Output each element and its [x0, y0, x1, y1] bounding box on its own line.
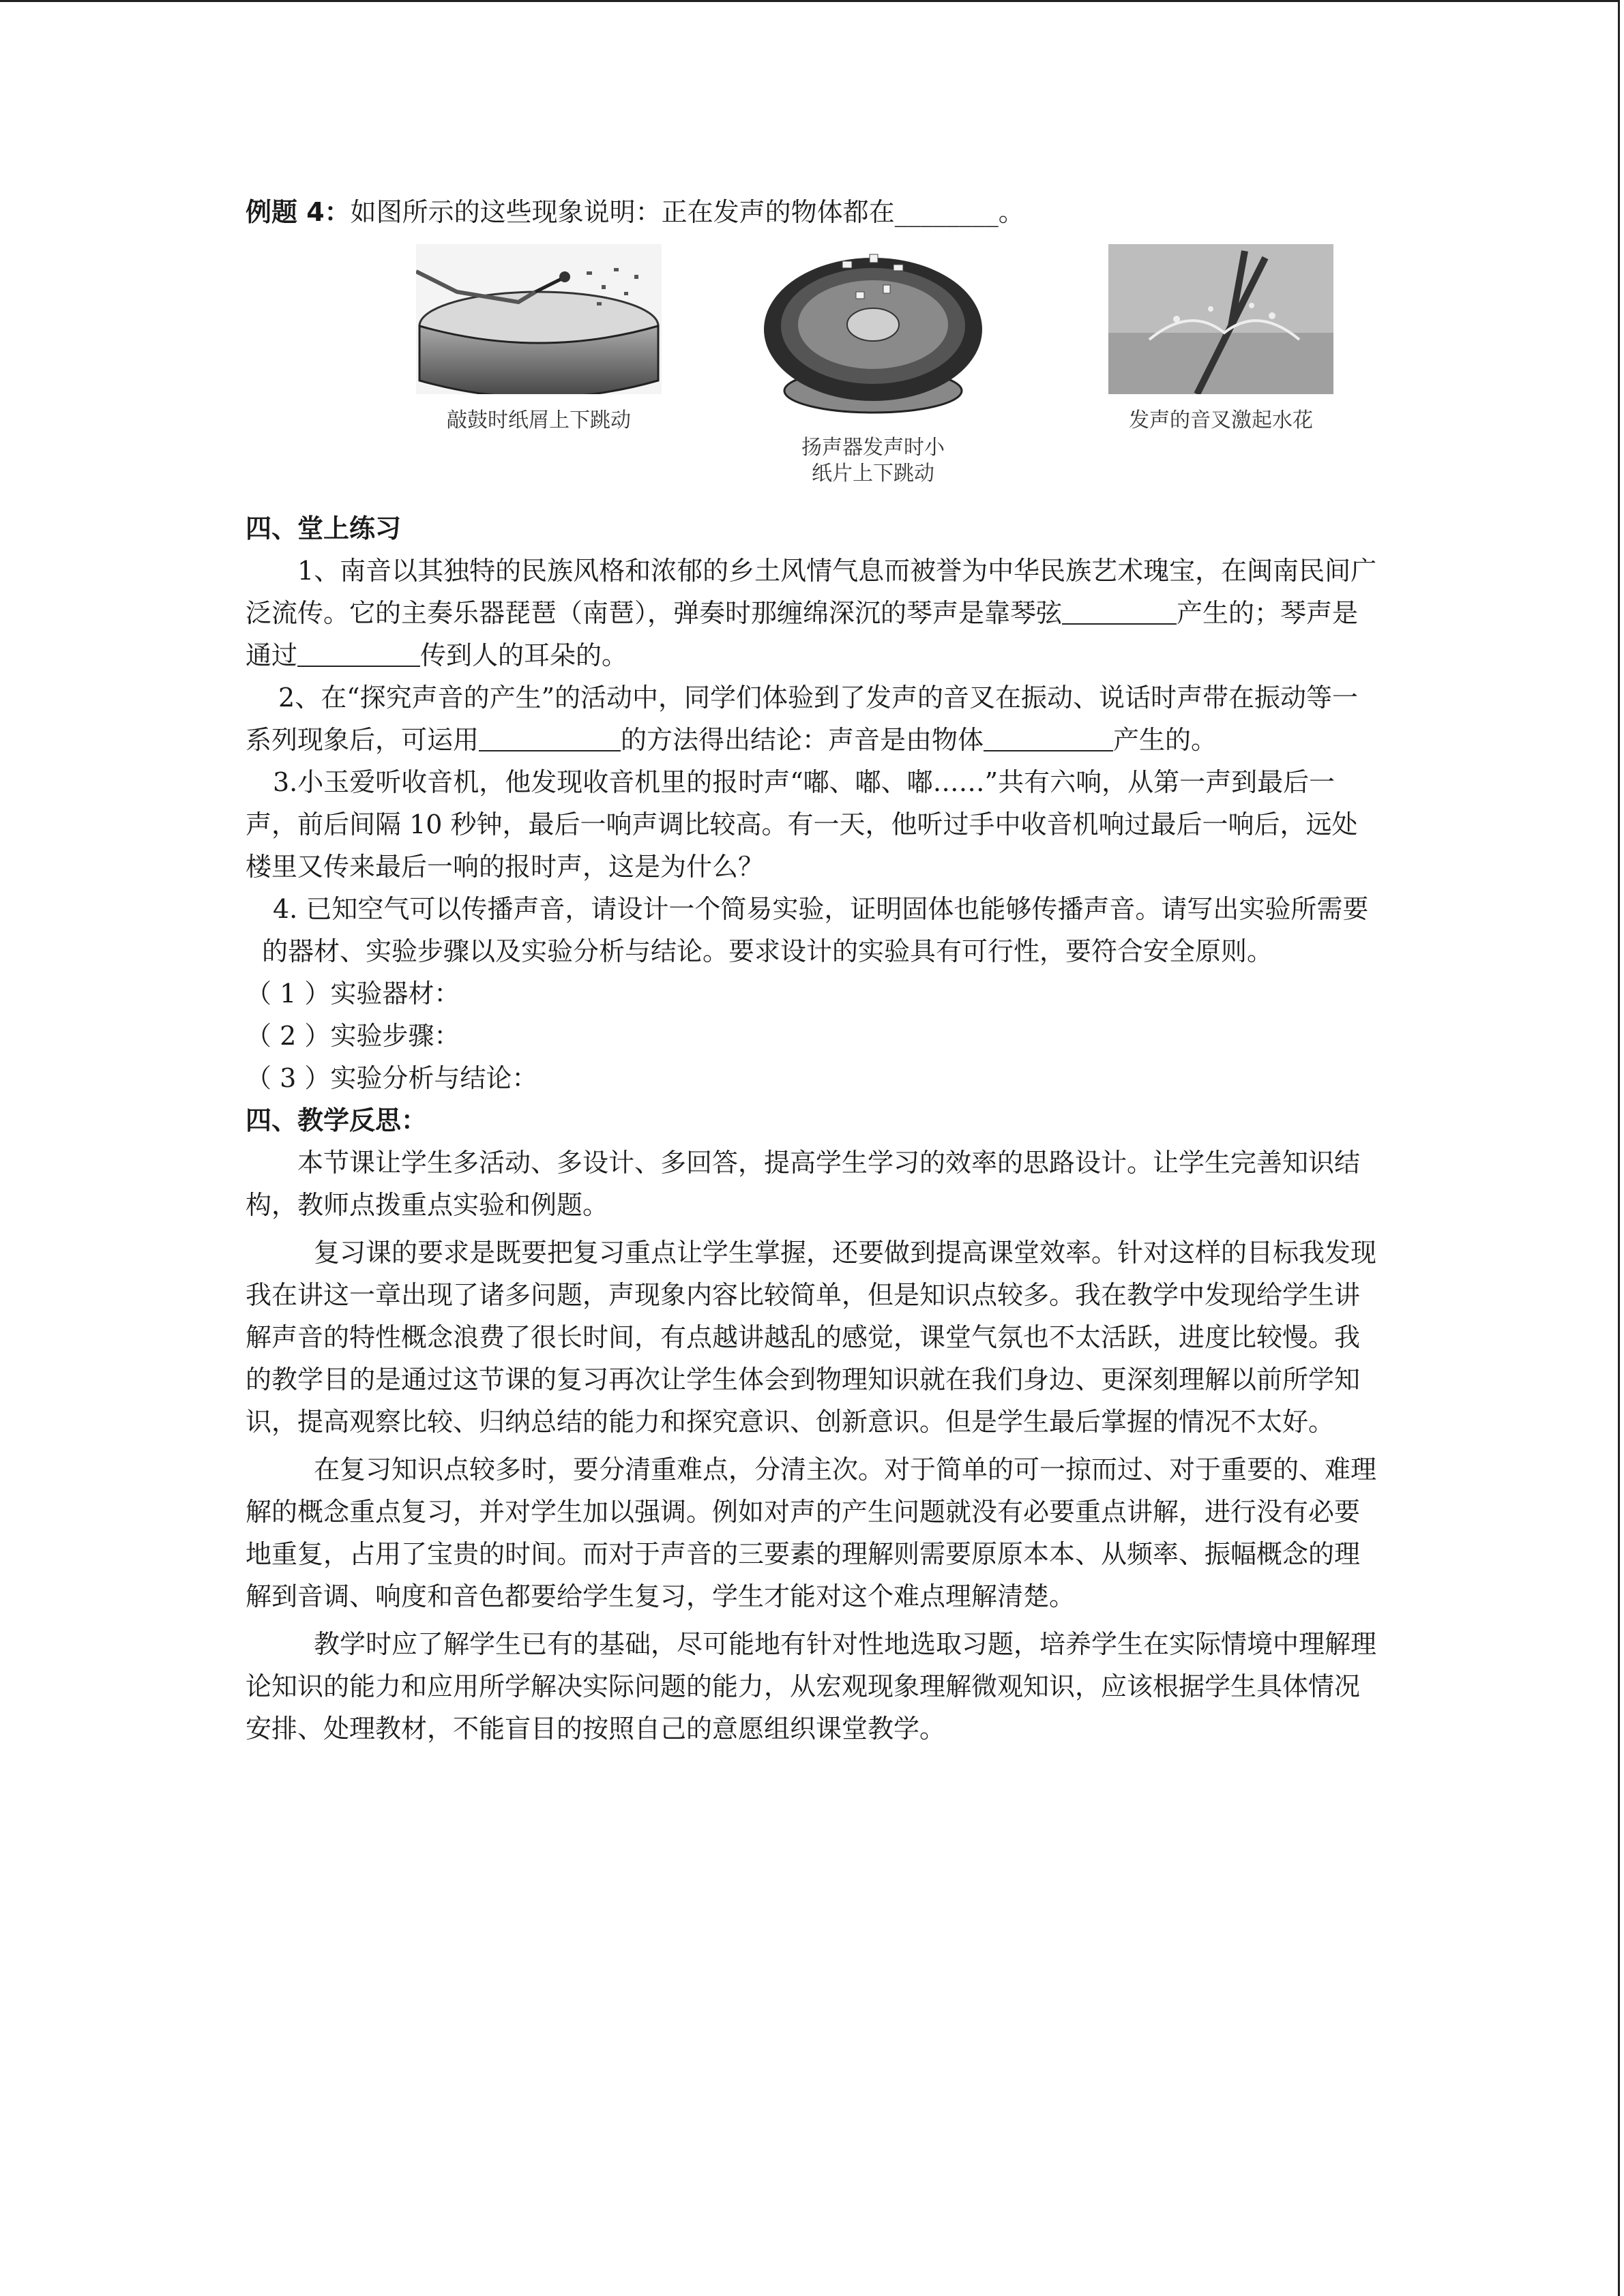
question-4: 4. 已知空气可以传播声音，请设计一个简易实验，证明固体也能够传播声音。请写出实验所需要的器材、实验步骤以及实验分析与结论。要求设计的实验具有可行性，要符合安全原则。: [262, 894, 1369, 966]
example-4: [246, 191, 1378, 233]
speaker-icon: [761, 244, 986, 421]
question-2-part-a: 2、在“探究声音的产生”的活动中，同学们体验到了发声的音叉在振动、说话时声带在振动等一系列现象后，可运用: [246, 683, 1359, 755]
answer-blank-1a[interactable]: [1062, 596, 1177, 625]
question-1-part-b: 产生的；琴声是通过: [246, 598, 1359, 670]
reflection-paragraph-4: 教学时应了解学生已有的基础，尽可能地有针对性地选取习题，培养学生在实际情境中理解理论知识的能力和应用所学解决实际问题的能力，从宏观现象理解微观知识，应该根据学生具体情况安排、处理教材，不能盲目的按照自己的意愿组织课堂教学。: [246, 1629, 1377, 1744]
reflection-heading: 四、教学反思：: [246, 1105, 428, 1135]
tuning-fork-icon: [1108, 244, 1333, 394]
answer-blank-1b[interactable]: [297, 638, 420, 667]
example-end: 。: [998, 197, 1024, 227]
question-1-part-c: 传到人的耳朵的。: [420, 640, 628, 670]
example-label: 例题 4：: [246, 197, 351, 227]
figure-tuning-fork: [1108, 244, 1333, 434]
question-3: 3.小玉爱听收音机，他发现收音机里的报时声“嘟、嘟、嘟……”共有六响，从第一声到最后一声，前后间隔 10 秒钟，最后一响声调比较高。有一天，他听过手中收音机响过最后一响后，远处楼里又传来最后一响的报时声，这是为什么？: [246, 767, 1358, 882]
figure-speaker-caption-line2: 纸片上下跳动: [812, 462, 934, 486]
question-2-part-c: 产生的。: [1113, 725, 1217, 755]
answer-blank-2b[interactable]: [984, 723, 1113, 751]
figure-speaker: [761, 244, 986, 487]
figure-speaker-caption-line1: 扬声器发声时小: [801, 436, 945, 460]
figure-speaker-caption: [761, 435, 986, 487]
figure-drum: [416, 244, 662, 434]
reflection-paragraph-3: 在复习知识点较多时，要分清重难点，分清主次。对于简单的可一掠而过、对于重要的、难理解的概念重点复习，并对学生加以强调。例如对声的产生问题就没有必要重点讲解，进行没有必要地重复，占用了宝贵的时间。而对于声音的三要素的理解则需要原原本本、从频率、振幅概念的理解到音调、响度和音色都要给学生复习，学生才能对这个难点理解清楚。: [246, 1455, 1377, 1611]
question-4-item-2: （ 2 ）实验步骤：: [246, 1021, 460, 1051]
question-2: [246, 676, 1378, 761]
question-4-item-3: （ 3 ）实验分析与结论：: [246, 1063, 538, 1093]
document-body: [246, 191, 1378, 1750]
practice-heading: 四、堂上练习: [246, 513, 402, 543]
figure-drum-caption: 敲鼓时纸屑上下跳动: [447, 408, 631, 432]
reflection-paragraph-2: 复习课的要求是既要把复习重点让学生掌握，还要做到提高课堂效率。针对这样的目标我发现我在讲这一章出现了诸多问题，声现象内容比较简单，但是知识点较多。我在教学中发现给学生讲解声音的特性概念浪费了很长时间，有点越讲越乱的感觉，课堂气氛也不太活跃，进度比较慢。我的教学目的是通过这节课的复习再次让学生体会到物理知识就在我们身边、更深刻理解以前所学知识，提高观察比较、归纳总结的能力和探究意识、创新意识。但是学生最后掌握的情况不太好。: [246, 1238, 1377, 1437]
reflection-paragraph-1: 本节课让学生多活动、多设计、多回答，提高学生学习的效率的思路设计。让学生完善知识结构，教师点拨重点实验和例题。: [246, 1148, 1361, 1220]
answer-blank-2a[interactable]: [479, 723, 621, 751]
question-1-part-a: 1、南音以其独特的民族风格和浓郁的乡土风情气息而被誉为中华民族艺术瑰宝，在闽南民间广泛流传。它的主奏乐器琵琶（南琶），弹奏时那缠绵深沉的琴声是靠琴弦: [246, 556, 1377, 628]
example-text: 如图所示的这些现象说明：正在发声的物体都在: [350, 197, 895, 227]
figure-row: [246, 244, 1378, 503]
drum-icon: [416, 244, 662, 394]
question-4-item-1: （ 1 ）实验器材：: [246, 979, 460, 1009]
question-1: [246, 550, 1378, 676]
question-2-part-b: 的方法得出结论：声音是由物体: [621, 725, 984, 755]
figure-tuning-fork-caption: 发声的音叉激起水花: [1129, 408, 1313, 432]
example-blank: ________: [894, 197, 999, 227]
